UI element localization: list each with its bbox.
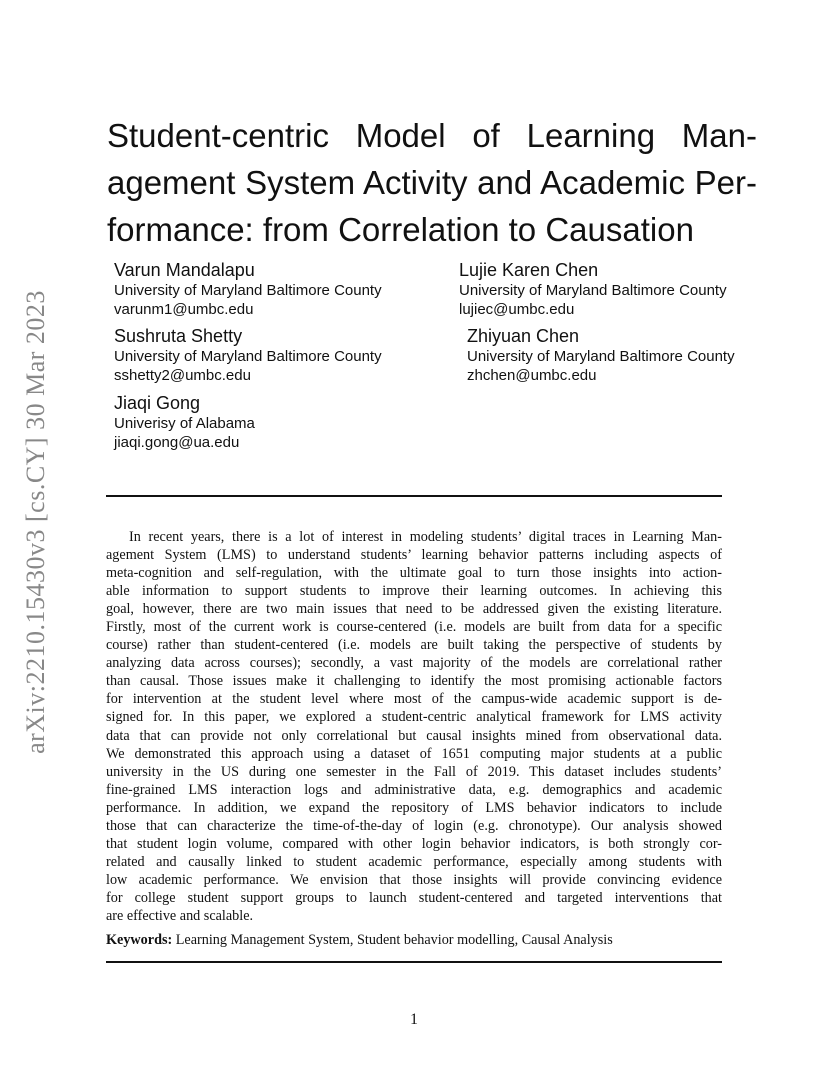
author-name: Varun Mandalapu: [114, 260, 255, 280]
abstract-line: those that can characterize the time-of-the-day of login (e.g. chronotype). Our analysis showed: [106, 817, 722, 834]
title-line: formance: from Correlation to Causation: [107, 211, 694, 248]
abstract-line: course) rather than student-centered (i.e. models are built taking the perspective of students by: [106, 637, 722, 654]
keywords: [106, 931, 722, 949]
author-name: Jiaqi Gong: [114, 393, 201, 413]
author-block: [114, 392, 255, 452]
abstract-line: related and causally linked to student academic performance, especially among students with: [106, 853, 722, 870]
author-email: jiaqi.gong@ua.edu: [114, 434, 240, 451]
abstract-line: analyzing data across courses); secondly, a vast majority of the models are correlational rather: [106, 655, 722, 672]
abstract-line: for intervention at the student level where most of the campus-wide academic support is de-: [106, 691, 722, 708]
author-affiliation: University of Maryland Baltimore County: [459, 282, 727, 299]
abstract-line: for college student support groups to launch student-centered and targeted interventions that: [106, 889, 722, 906]
author-affiliation: University of Maryland Baltimore County: [467, 348, 735, 365]
abstract-line: signed for. In this paper, we explored a student-centric analytical framework for LMS activity: [106, 709, 722, 726]
abstract-line: data that can provide not only correlational but causal insights mined from observational data.: [106, 727, 722, 744]
keywords-label: Keywords:: [106, 932, 173, 948]
keywords-text: Learning Management System, Student behavior modelling, Causal Analysis: [172, 932, 613, 948]
author-affiliation: Univerisy of Alabama: [114, 415, 255, 432]
abstract-line: low academic performance. We envision that those insights will provide convincing evidence: [106, 871, 722, 888]
abstract-line: university in the US during one semester in the Fall of 2019. This dataset includes students’: [106, 763, 722, 780]
author-email: lujiec@umbc.edu: [459, 301, 575, 318]
author-affiliation: University of Maryland Baltimore County: [114, 282, 382, 299]
bottom-rule: [106, 961, 722, 963]
author-block: [467, 325, 735, 385]
abstract-line: than causal. Those issues make it challenging to identify the most promising actionable factors: [106, 673, 722, 690]
author-email: zhchen@umbc.edu: [467, 367, 597, 384]
arxiv-sidebar: [21, 282, 51, 762]
author-block: [459, 259, 727, 319]
author-affiliation: University of Maryland Baltimore County: [114, 348, 382, 365]
arxiv-identifier: arXiv:2210.15430v3 [cs.CY] 30 Mar 2023: [21, 290, 50, 754]
paper-title: [107, 112, 757, 253]
abstract-line: performance. In addition, we expand the repository of LMS behavior indicators to include: [106, 799, 722, 816]
abstract-line: In recent years, there is a lot of interest in modeling students’ digital traces in Learning Man-: [129, 529, 722, 545]
author-email: varunm1@umbc.edu: [114, 301, 254, 318]
author-name: Zhiyuan Chen: [467, 326, 580, 346]
title-line: Student-centric Model of Learning Man-: [107, 117, 757, 154]
author-name: Lujie Karen Chen: [459, 260, 599, 280]
abstract-line: We demonstrated this approach using a dataset of 1651 computing major students at a public: [106, 745, 722, 762]
abstract-line: able information to support students to improve their learning outcomes. In achieving this: [106, 583, 722, 600]
abstract-line: are effective and scalable.: [106, 907, 254, 924]
author-block: [114, 259, 382, 319]
abstract: [106, 528, 722, 925]
abstract-line: goal, however, there are two main issues that need to be addressed given the existing literature.: [106, 601, 722, 618]
author-name: Sushruta Shetty: [114, 326, 243, 346]
page-number: 1: [410, 1011, 418, 1028]
author-block: [114, 325, 382, 385]
abstract-line: fine-grained LMS interaction logs and administrative data, e.g. demographics and academic: [106, 781, 722, 798]
top-rule: [106, 495, 722, 497]
abstract-line: Firstly, most of the current work is course-centered (i.e. models are built from data for a specific: [106, 619, 722, 636]
abstract-line: agement System (LMS) to understand students’ learning behavior patterns including aspects of: [106, 547, 722, 564]
abstract-line: that student login volume, compared with other login behavior indicators, is both strongly cor-: [106, 835, 722, 852]
title-line: agement System Activity and Academic Per-: [107, 164, 757, 201]
abstract-line: meta-cognition and self-regulation, with the ultimate goal to turn those insights into action-: [106, 565, 722, 582]
author-email: sshetty2@umbc.edu: [114, 367, 251, 384]
